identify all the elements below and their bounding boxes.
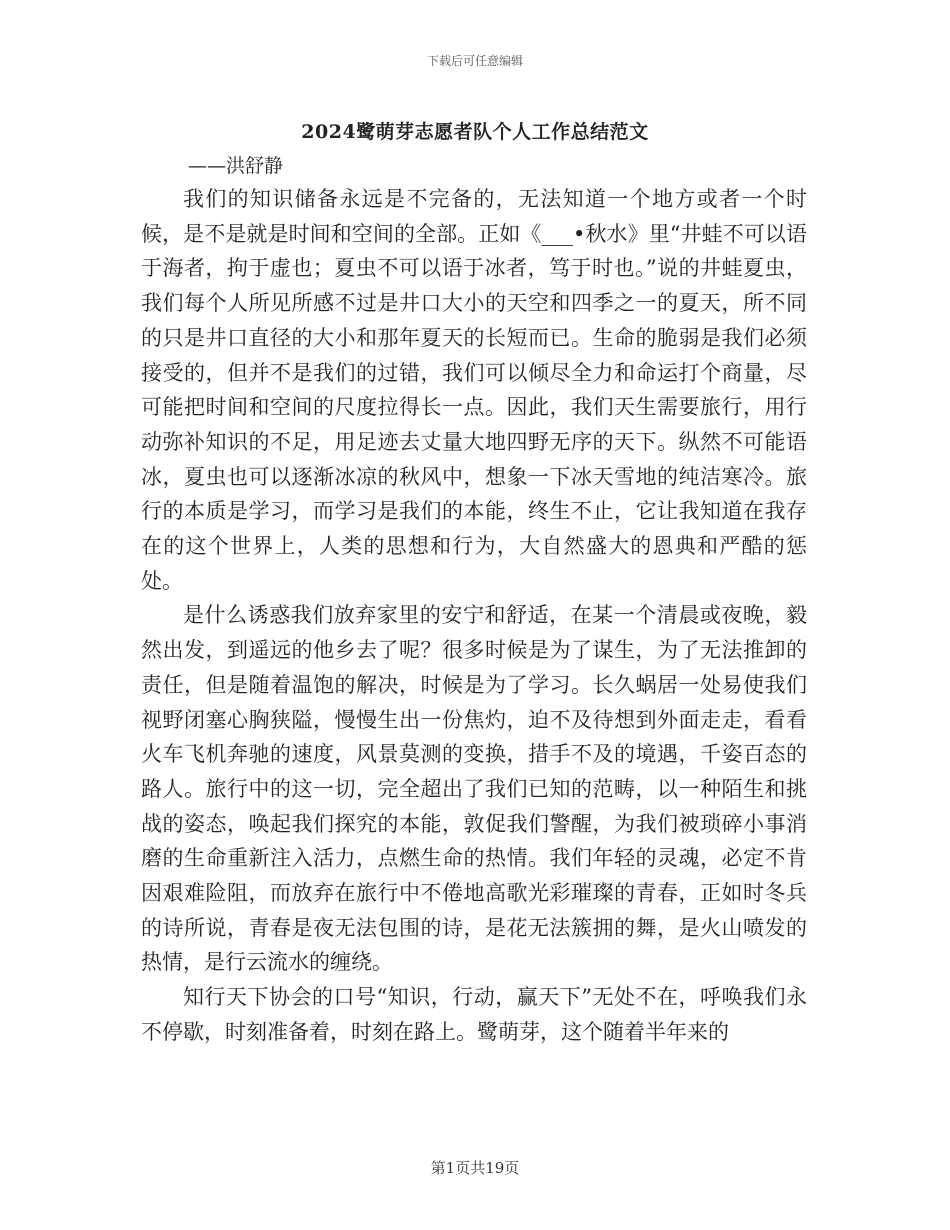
paragraph-1: 我们的知识储备永远是不完备的，无法知道一个地方或者一个时候，是不是就是时间和空间的全部。正如《___•秋水》里“井蛙不可以语于海者，拘于虚也；夏虫不可以语于冰者，笃于时也。”说的井蛙夏虫，我们每个人所见所感不过是井口大小的天空和四季之一的夏天，所不同的只是井口直径的大小和那年夏天的长短而已。生命的脆弱是我们必须接受的，但并不是我们的过错，我们可以倾尽全力和命运打个商量，尽可能把时间和空间的尺度拉得长一点。因此，我们天生需要旅行，用行动弥补知识的不足，用足迹去丈量大地四野无序的天下。纵然不可能语冰，夏虫也可以逐渐冰凉的秋风中，想象一下冰天雪地的纯洁寒冷。旅行的本质是学习，而学习是我们的本能，终生不止，它让我知道在我存在的这个世界上，人类的思想和行为，大自然盛大的恩典和严酷的惩处。	[141, 187, 807, 593]
document-body	[141, 182, 807, 1050]
page-number: 第1页共19页	[430, 1159, 520, 1177]
page-header-note: 下载后可任意编辑	[426, 54, 523, 68]
paragraph-3: 知行天下协会的口号“知识，行动，赢天下”无处不在，呼唤我们永不停歇，时刻准备着，时刻在路上。鹭萌芽，这个随着半年来的	[141, 985, 807, 1044]
paragraph-2: 是什么诱惑我们放弃家里的安宁和舒适，在某一个清晨或夜晚，毅然出发，到遥远的他乡去了呢？很多时候是为了谋生，为了无法推卸的责任，但是随着温饱的解决，时候是为了学习。长久蜗居一处易使我们视野闭塞心胸狭隘，慢慢生出一份焦灼，迫不及待想到外面走走，看看火车飞机奔驰的速度，风景莫测的变换，措手不及的境遇，千姿百态的路人。旅行中的这一切，完全超出了我们已知的范畴，以一种陌生和挑战的姿态，唤起我们探究的本能，敦促我们警醒，为我们被琐碎小事消磨的生命重新注入活力，点燃生命的热情。我们年轻的灵魂，必定不肯因艰难险阻，而放弃在旅行中不倦地高歌光彩璀璨的青春，正如时冬兵的诗所说，青春是夜无法包围的诗，是花无法簇拥的舞，是火山喷发的热情，是行云流水的缠绕。	[141, 603, 807, 975]
document-title: 2024鹭萌芽志愿者队个人工作总结范文	[301, 121, 649, 143]
document-author: ——洪舒静	[188, 155, 284, 177]
